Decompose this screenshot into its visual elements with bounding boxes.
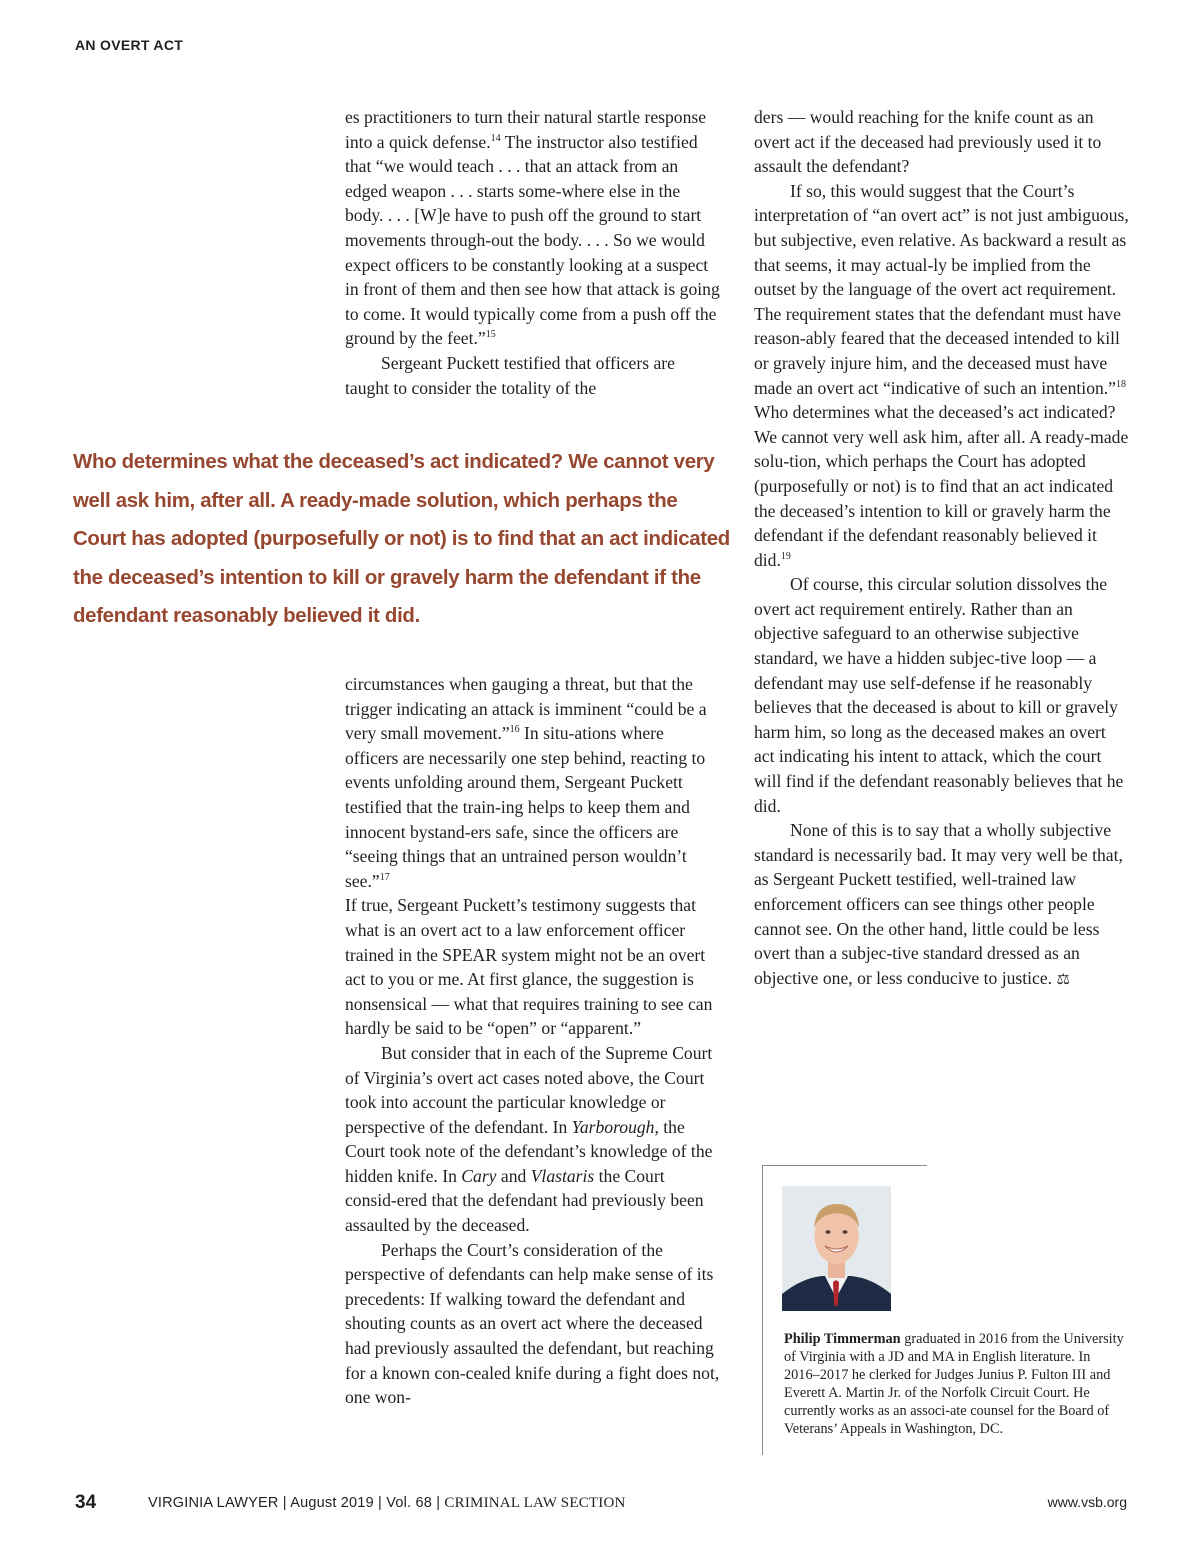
article-column-right — [754, 105, 1129, 992]
page-footer — [0, 1492, 1200, 1522]
footnote-ref[interactable]: 18 — [1116, 378, 1126, 390]
case-name: Cary — [461, 1165, 497, 1186]
paragraph: ders — would reaching for the knife count as an overt act if the deceased had previously used it to assault the defendant? — [754, 107, 1102, 177]
footnote-ref[interactable]: 14 — [490, 132, 501, 144]
paragraph: But consider that in each of the Supreme Court of Virginia’s overt act cases noted above, the Court took into account the particular knowledge or perspective of the defendant. In Yarborough, the Court took note of the defendant’s knowledge of the hidden knife. In Cary and Vlastaris the Court consid-ered that the defendant had previously been assaulted by the deceased. — [345, 1042, 713, 1236]
author-photo — [782, 1186, 891, 1311]
bio-divider-horizontal — [762, 1165, 927, 1166]
footnote-ref[interactable]: 17 — [379, 871, 390, 883]
author-bio-text: graduated in 2016 from the University of Virginia with a JD and MA in English literature. In 2016–2017 he clerked for Judges Junius P. Fulton III and Everett A. Martin Jr. of the Norfolk Circuit Court. He currently works as an associ-ate counsel for the Board of Veterans’ Appeals in Washington, DC. — [784, 1331, 1124, 1437]
bio-divider-vertical — [762, 1165, 763, 1455]
running-head: AN OVERT ACT — [75, 37, 184, 53]
footnote-ref[interactable]: 16 — [509, 724, 520, 736]
paragraph: circumstances when gauging a threat, but that the trigger indicating an attack is imminent “could be a very small movement.”$^{16}$ In situ-ations where officers are necessarily one step behind, reacting to events unfolding around them, Sergeant Puckett testified that the train-ing helps to keep them and innocent bystand-ers safe, since the officers are “seeing things that an untrained person wouldn’t see.”$^{17}$ — [345, 674, 707, 891]
footnote-ref[interactable]: 15 — [485, 329, 496, 341]
paragraph: Of course, this circular solution dissolves the overt act requirement entirely. Rather than an objective safeguard to an otherwise subjective standard, we have a hidden subjec-tive loop — a defendant may use self-defense if he reasonably believes that the deceased is about to kill or gravely harm him, so long as the deceased makes an overt act indicating his intent to attack, which the court will find if the defendant reasonably believes that he did. — [754, 574, 1124, 816]
paragraph: None of this is to say that a wholly subjective standard is necessarily bad. It may very well be that, as Sergeant Puckett testified, well-trained law enforcement officers can see things other people cannot see. On the other hand, little could be less overt than a subjec-tive standard dressed as an objective one, or less conducive to justice. ⚖ — [754, 820, 1123, 988]
article-column-middle-bottom — [345, 672, 720, 1410]
scales-of-justice-icon: ⚖ — [1056, 971, 1070, 988]
author-portrait-image — [782, 1186, 891, 1311]
pull-quote: Who determines what the deceased’s act indicated? We cannot very well ask him, after all. A ready-made solution, which perhaps the Court has adopted (purposefully or not) is to find that an act indicated the deceased’s intention to kill or gravely harm the defendant if the defendant reasonably believed it did. — [73, 451, 730, 627]
footnote-ref[interactable]: 19 — [780, 550, 791, 562]
publication-info: VIRGINIA LAWYER | August 2019 | Vol. 68 | CRIMINAL LAW SECTION — [148, 1495, 626, 1511]
author-bio — [784, 1330, 1129, 1438]
paragraph: Perhaps the Court’s consideration of the perspective of defendants can help make sense of its precedents: If walking toward the defendant and shouting counts as an overt act where the deceased had previously assaulted the defendant, but reaching for a known con-cealed knife during a fight does not, one won- — [345, 1239, 720, 1408]
section-name: CRIMINAL LAW SECTION — [444, 1495, 626, 1511]
article-column-middle-top — [345, 105, 720, 400]
author-name: Philip Timmerman — [784, 1331, 901, 1347]
paragraph: If so, this would suggest that the Court’s interpretation of “an overt act” is not just ambiguous, but subjective, even relative. As backward a result as that seems, it may actual-ly be implied from the outset by the language of the overt act requirement. The requirement states that the defendant must have reason-ably feared that the deceased intended to kill or gravely injure him, and the deceased must have made an overt act “indicative of such an intention.”$^{18}$ Who determines what the deceased’s act indicated? We cannot very well ask him, after all. A ready-made solu-tion, which perhaps the Court has adopted (purposefully or not) is to find that an act indicated the deceased’s intention to kill or gravely harm the defendant if the defendant reasonably believed it did.$^{19}$ — [754, 180, 1129, 570]
case-name: Vlastaris — [530, 1165, 595, 1186]
paragraph: Sergeant Puckett testified that officers are taught to consider the totality of the — [345, 352, 675, 398]
page-number: 34 — [75, 1492, 97, 1513]
case-name: Yarborough — [571, 1116, 655, 1137]
paragraph: If true, Sergeant Puckett’s testimony suggests that what is an overt act to a law enforcement officer trained in the SPEAR system might not be an overt act to you or me. At first glance, the suggestion is nonsensical — what that requires training to see can hardly be said to be “open” or “apparent.” — [345, 895, 713, 1039]
website-link[interactable]: www.vsb.org — [1047, 1494, 1127, 1510]
paragraph: es practitioners to turn their natural startle response into a quick defense.$^{14}$ The instructor also testified that “we would teach . . . that an attack from an edged weapon . . . starts some-where else in the body. . . . [W]e have to push off the ground to start movements through-out the body. . . . So we would expect officers to be constantly looking at a suspect in front of them and then see how that attack is going to come. It would typically come from a push off the ground by the feet.”$^{15}$ — [345, 107, 720, 349]
